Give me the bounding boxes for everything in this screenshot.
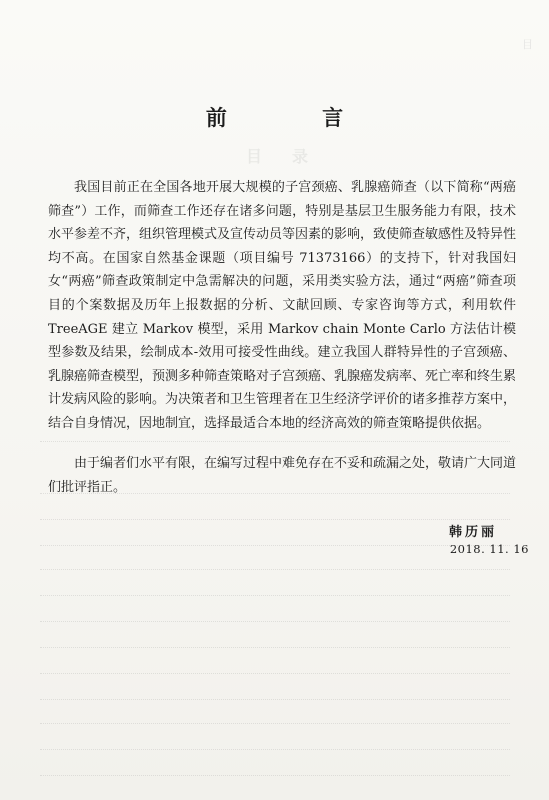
paragraph-text: 我国目前正在全国各地开展大规模的子宫颈癌、乳腺癌筛查（以下简称“两癌筛查”）工作，而筛查工作还存在诸多问题，特别是基层卫生服务能力有限，技术水平参差不齐，组织管理模式及宣传动员等因素的影响，致使筛查敏感性及特异性均不高。在国家自然基金课题（项目编号 71373166）的支持下，针对我国妇女“两癌”筛查政策制定中急需解决的问题，采用类实验方法，通过“两癌”筛查项目的个案数据及历年上报数据的分析、文献回顾、专家咨询等方式，利用软件 TreeAGE 建立 Markov 模型，采用 Markov chain Monte Carlo 方法估计模型参数及结果，绘制成本-效用可接受性曲线。建立我国人群特异性的子宫颈癌、乳腺癌筛查模型，预测多种筛查策略对子宫颈癌、乳腺癌发病率、死亡率和终生累计发病风险的影响。为决策者和卫生管理者在卫生经济学评价的诸多推荐方案中，结合自身情况，因地制宜，选择最适合本地的经济高效的筛查策略提供依据。 [48, 180, 517, 431]
paragraph-text: 由于编者们水平有限，在编写过程中难免存在不妥和疏漏之处，敬请广大同道们批评指正。 [48, 456, 517, 495]
body-paragraph-2 [48, 452, 516, 499]
signature-date: 2018. 11. 16 [449, 542, 529, 556]
page-title: 前 言 [205, 105, 388, 130]
bleed-through-header: 目 [522, 38, 533, 51]
bleed-through-title: 目录 [246, 147, 339, 166]
body-paragraph-1 [48, 176, 516, 436]
signature-name: 韩历丽 [448, 525, 497, 540]
